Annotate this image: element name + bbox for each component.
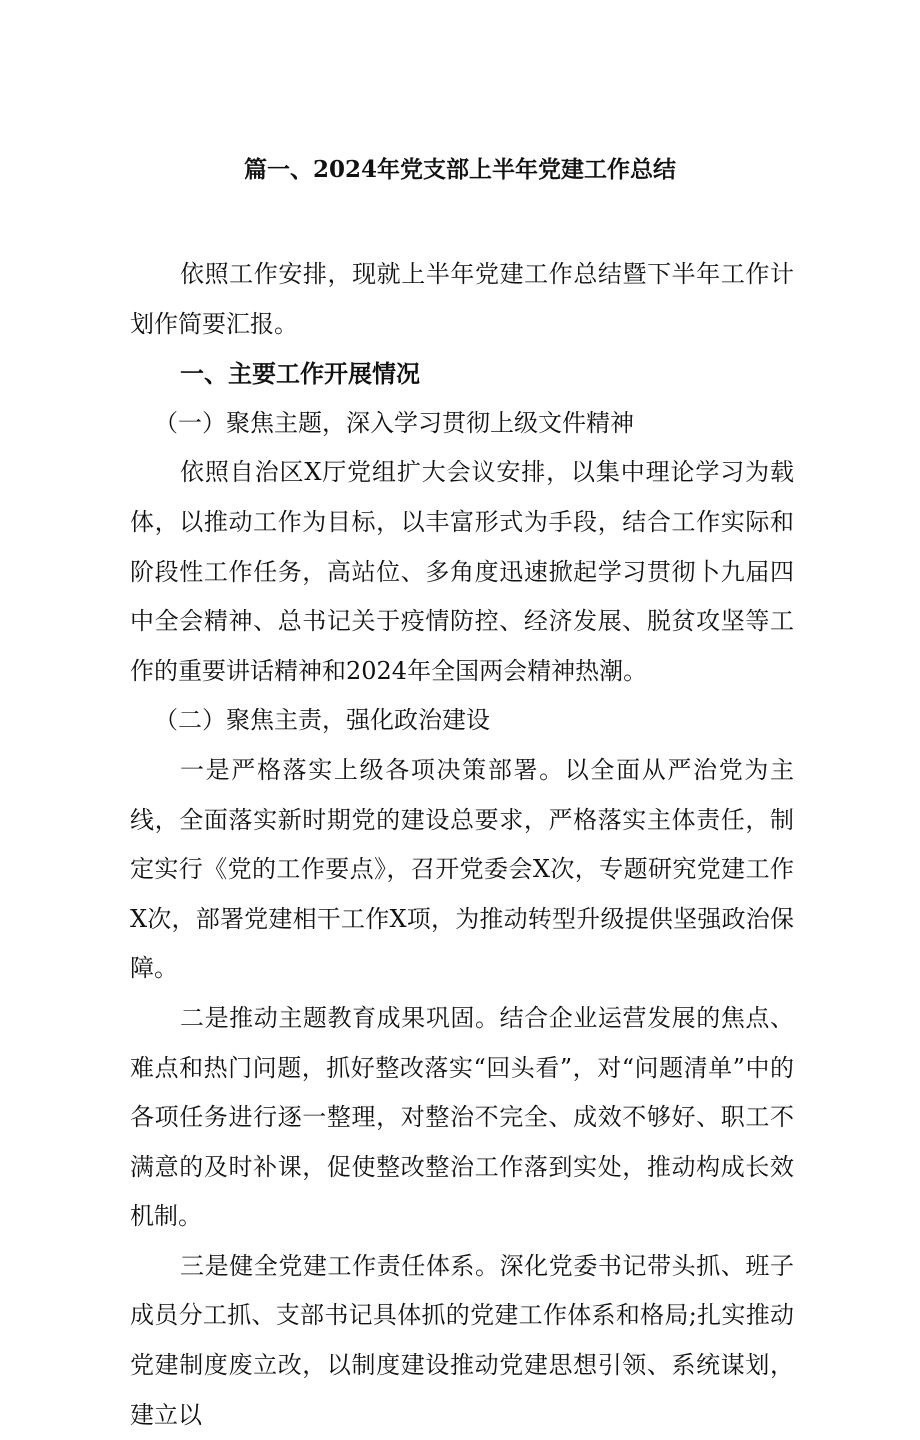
section-heading-main-work: 一、主要工作开展情况 [180, 359, 420, 389]
paragraph-intro: 依照工作安排，现就上半年党建工作总结暨下半年工作计划作简要汇报。 [130, 260, 794, 338]
document-body [130, 250, 794, 1440]
paragraph-point-3: 三是健全党建工作责任体系。深化党委书记带头抓、班子成员分工抓、支部书记具体抓的党建工作体系和格局;扎实推动党建制度废立改，以制度建设推动党建思想引领、系统谋划，建立以 [130, 1251, 794, 1429]
paragraph-study: 依照自治区X厅党组扩大会议安排，以集中理论学习为载体，以推动工作为目标，以丰富形式为手段，结合工作实际和阶段性工作任务，高站位、多角度迅速掀起学习贯彻卜九届四中全会精神、总书记关于疫情防控、经济发展、脱贫攻坚等工作的重要讲话精神和2024年全国两会精神热潮。 [130, 458, 794, 685]
document-title: 篇一、2024年党支部上半年党建工作总结 [243, 156, 676, 183]
subsection-heading-2: （二）聚焦主责，强化政治建设 [154, 706, 490, 735]
paragraph-point-1: 一是严格落实上级各项决策部署。以全面从严治党为主线，全面落实新时期党的建设总要求，严格落实主体责任，制定实行《党的工作要点》，召开党委会X次，专题研究党建工作X次，部署党建相干工作X项，为推动转型升级提供坚强政治保障。 [130, 755, 794, 983]
subsection-heading-1: （一）聚焦主题，深入学习贯彻上级文件精神 [154, 408, 634, 437]
paragraph-point-2: 二是推动主题教育成果巩固。结合企业运营发展的焦点、难点和热门问题，抓好整改落实“回头看”，对“问题清单”中的各项任务进行逐一整理，对整治不完全、成效不够好、职工不满意的及时补课，促使整改整治工作落到实处，推动构成长效机制。 [130, 1003, 794, 1231]
